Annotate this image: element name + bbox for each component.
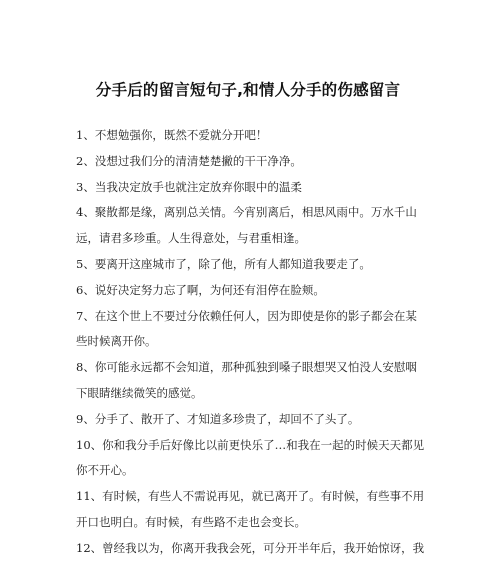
document-title: 分手后的留言短句子,和情人分手的伤感留言 (95, 81, 401, 99)
list-item: 5、要离开这座城市了，除了他，所有人都知道我要走了。 (76, 256, 371, 271)
list-item: 9、分手了、散开了、才知道多珍贵了，却回不了头了。 (76, 411, 360, 426)
list-item: 8、你可能永远都不会知道，那种孤独到嗓子眼想哭又怕没人安慰咽下眼睛继续微笑的感觉。 (76, 360, 417, 400)
list-item: 7、在这个世上不要过分依赖任何人，因为即使是你的影子都会在某些时候离开你。 (76, 308, 417, 349)
list-item: 6、说好决定努力忘了啊，为何还有泪停在脸颊。 (76, 282, 325, 297)
list-item: 3、当我决定放手也就注定放弃你眼中的温柔 (76, 179, 302, 194)
list-item: 2、没想过我们分的清清楚楚撇的干干净净。 (76, 153, 302, 168)
list-item: 4、聚散都是缘，离别总关情。今宵别离后，相思风雨中。万水千山远，请君多珍重。人生得意处，与君重相逢。 (76, 205, 417, 246)
list-item: 10、你和我分手后好像比以前更快乐了…和我在一起的时候天天都见你不开心。 (76, 437, 425, 478)
message-list (76, 123, 426, 562)
list-item: 1、不想勉强你，既然不爱就分开吧！ (76, 128, 268, 142)
list-item: 12、曾经我以为，你离开我我会死，可分开半年后，我开始惊讶，我 (76, 540, 425, 555)
list-item: 11、有时候，有些人不需说再见，就已离开了。有时候，有些事不用开口也明白。有时候，有些路不走也会变长。 (76, 489, 425, 529)
